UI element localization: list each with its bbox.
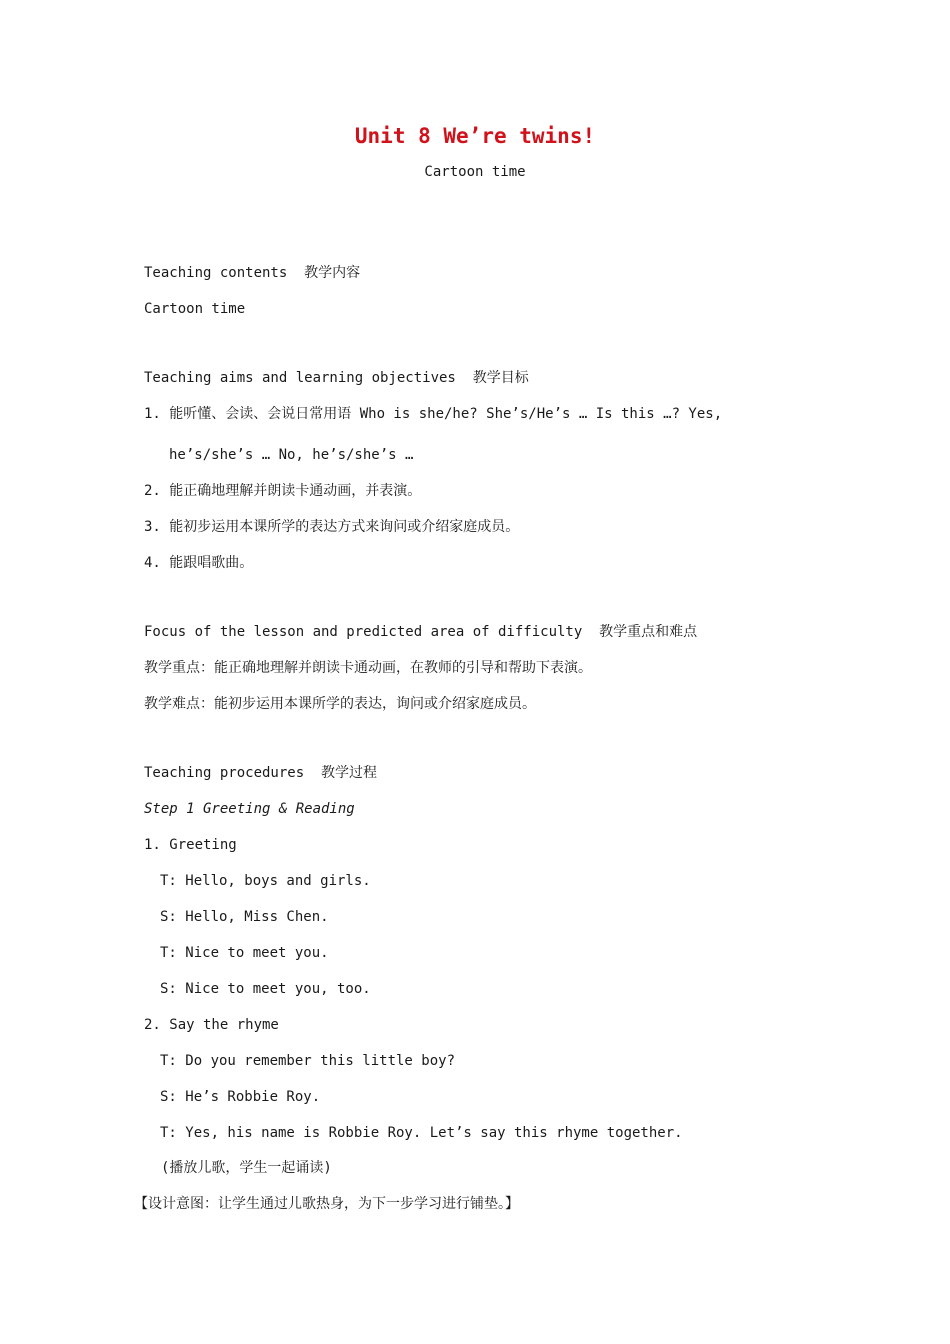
step-1-heading: Step 1 Greeting & Reading bbox=[144, 801, 355, 817]
aims-item-1: 1. 能听懂、会读、会说日常用语 Who is she/he? She’s/He’s … Is this …? Yes, bbox=[144, 406, 723, 422]
contents-heading: Teaching contents 教学内容 bbox=[144, 265, 361, 281]
dialog-line: S: He’s Robbie Roy. bbox=[160, 1089, 321, 1105]
rhyme-title: 2. Say the rhyme bbox=[144, 1017, 279, 1033]
dialog-line: S: Hello, Miss Chen. bbox=[160, 909, 329, 925]
design-intent: 【设计意图：让学生通过儿歌热身，为下一步学习进行铺垫。】 bbox=[134, 1196, 519, 1212]
dialog-line: T: Do you remember this little boy? bbox=[160, 1053, 456, 1069]
aims-heading: Teaching aims and learning objectives 教学目标 bbox=[144, 370, 529, 386]
focus-key-point: 教学重点：能正确地理解并朗读卡通动画，在教师的引导和帮助下表演。 bbox=[144, 660, 592, 676]
procedures-heading: Teaching procedures 教学过程 bbox=[144, 765, 378, 781]
focus-difficult-point: 教学难点：能初步运用本课所学的表达，询问或介绍家庭成员。 bbox=[144, 696, 536, 712]
dialog-line: T: Nice to meet you. bbox=[160, 945, 329, 961]
aims-item-2: 2. 能正确地理解并朗读卡通动画，并表演。 bbox=[144, 483, 422, 499]
document-subtitle: Cartoon time bbox=[424, 164, 526, 180]
aims-item-3: 3. 能初步运用本课所学的表达方式来询问或介绍家庭成员。 bbox=[144, 519, 520, 535]
aims-item-1-continued: he’s/she’s … No, he’s/she’s … bbox=[169, 447, 414, 463]
dialog-line: T: Yes, his name is Robbie Roy. Let’s say this rhyme together. bbox=[160, 1125, 683, 1141]
contents-body: Cartoon time bbox=[144, 301, 246, 317]
greeting-title: 1. Greeting bbox=[144, 837, 237, 853]
document-title: Unit 8 We’re twins! bbox=[354, 124, 596, 148]
activity-note: (播放儿歌，学生一起诵读) bbox=[161, 1160, 332, 1176]
focus-heading: Focus of the lesson and predicted area of difficulty 教学重点和难点 bbox=[144, 624, 698, 640]
dialog-line: T: Hello, boys and girls. bbox=[160, 873, 371, 889]
dialog-line: S: Nice to meet you, too. bbox=[160, 981, 371, 997]
aims-item-4: 4. 能跟唱歌曲。 bbox=[144, 555, 254, 571]
